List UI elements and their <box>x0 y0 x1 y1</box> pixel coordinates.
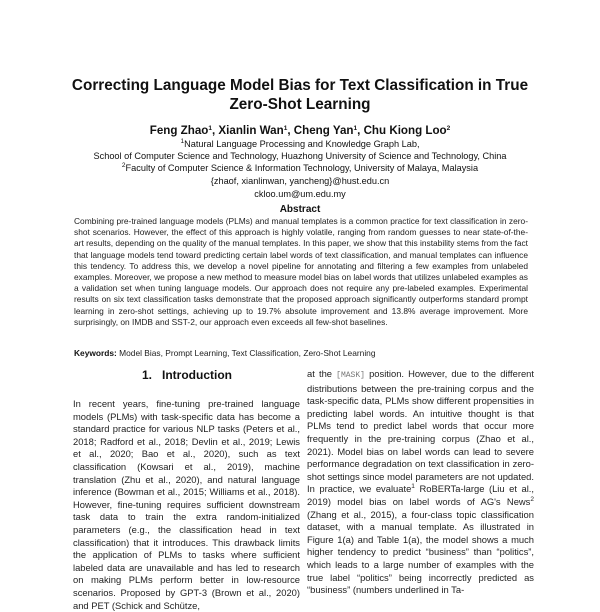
affiliation-text: Natural Language Processing and Knowledge Graph Lab, <box>184 139 420 149</box>
body-text: RoBERTa-large (Liu et al., 2019) model bias on label words of AG's News <box>307 483 534 507</box>
author-name: Feng Zhao <box>149 124 209 137</box>
affiliation-marker: 1 <box>180 138 185 145</box>
section-heading-introduction <box>72 368 302 382</box>
abstract-heading: Abstract <box>279 204 321 215</box>
affiliation-text: Faculty of Computer Science & Information Technology, University of Malaya, Malaysia <box>125 163 479 173</box>
keywords <box>74 348 528 359</box>
abstract-body: Combining pre-trained language models (PLMs) and manual templates is a common practice for text classification in zero-shot scenarios. However, the effect of this approach is highly volatile, ranging from random guesses to near state-of-the-art results, depending on the quality of the manual templates. In this paper, we show that this instability stems from the fact that language models tend toward predicting certain label words of text classification, and manual templates can influence this tendency. To address this, we develop a novel pipeline for annotating and filtering a few examples from unlabeled examples. Moreover, we propose a new method to measure model bias on label words that utilizes unlabeled examples as a validation set when tuning language models. Our approach does not require any pre-labeled examples. Experimental results on six text classification tasks demonstrate that the proposed approach significantly outperforms standard prompt learning in zero-shot settings, achieving up to 19.7% absolute improvement and 13.8% average improvement. More surprisingly, on IMDB and SST-2, our approach even exceeds all few-shot baselines. <box>74 216 528 327</box>
body-text: (Zhang et al., 2015), a four-class topic classification dataset, with a manual template. As illustrated in Figure 1(a) and Table 1(a), the model shows a much higher tendency to predict “business” than “politics”, which leads to a large number of examples with the true label “politics” being incorrectly predicted as “business” (numbers underlined in Ta- <box>307 508 534 596</box>
author-name: Chu Kiong Loo <box>363 124 447 137</box>
body-text: at the <box>307 368 332 379</box>
affiliation-marker: 2 <box>446 125 451 132</box>
paper-title: Correcting Language Model Bias for Text Classification in True Zero-Shot Learning <box>71 77 529 113</box>
footnote-marker: 1 <box>411 483 415 491</box>
body-text: position. However, due to the different distributions between the pre-training corpus and the task-specific data, PLMs show different propensities in predicting label words. An intuitive thought is that PLMs tend to predict label words that occur more frequently in the pre-training corpus (Zhao et al., 2021). Model bias on label words can lead to severe performance degradation on text classification in zero-shot settings since model parameters are not updated. In practice, we evaluate <box>307 368 534 495</box>
keywords-label: Keywords: <box>74 348 117 358</box>
section-title: Introduction <box>162 368 232 382</box>
affiliation-line-1 <box>40 138 560 150</box>
affiliation-marker: 1 <box>353 125 358 132</box>
author-email-2: ckloo.um@um.edu.my <box>254 189 346 199</box>
mask-token: [MASK] <box>336 371 365 380</box>
author-email-1: {zhaof, xianlinwan, yancheng}@hust.edu.cn <box>210 176 390 186</box>
author-name: Xianlin Wan <box>218 124 284 137</box>
intro-left-column: In recent years, fine-tuning pre-trained language models (PLMs) with task-specific data has become a standard practice for various NLP tasks (Peters et al., 2018; Radford et al., 2018; Devlin et al., 2019; Lewis et al., 2020; Bao et al., 2020), such as text classification (Kowsari et al., 2019), machine translation (Zhu et al., 2020), and natural language inference (Bowman et al., 2015; Williams et al., 2018). However, fine-tuning requires sufficient downstream task data to train the extra random-initialized parameters (e.g., the classification head in text classification) that it introduces. This drawback limits the application of PLMs to tasks where sufficient labeled data are unavailable and has led to research on making PLMs perform better in low-resource scenarios. Proposed by GPT-3 (Brown et al., 2020) and PET (Schick and Schütze, <box>73 398 300 611</box>
footnote-marker: 2 <box>530 495 534 503</box>
author-name: Cheng Yan <box>293 124 354 137</box>
affiliation-marker: 2 <box>121 162 126 169</box>
affiliation-line-3 <box>40 162 560 174</box>
intro-right-column <box>307 368 534 597</box>
affiliation-line-2: School of Computer Science and Technology, Huazhong University of Science and Technology, China <box>93 151 507 161</box>
affiliation-marker: 1 <box>208 125 212 132</box>
affiliation-marker: 1 <box>283 125 288 132</box>
author-list: Feng Zhao$^1$, Xianlin Wan$^1$, Cheng Yan$^1$, Chu Kiong Loo$^2$ <box>149 124 451 137</box>
keywords-text: Model Bias, Prompt Learning, Text Classification, Zero-Shot Learning <box>119 348 376 358</box>
section-number: 1. <box>142 368 153 382</box>
